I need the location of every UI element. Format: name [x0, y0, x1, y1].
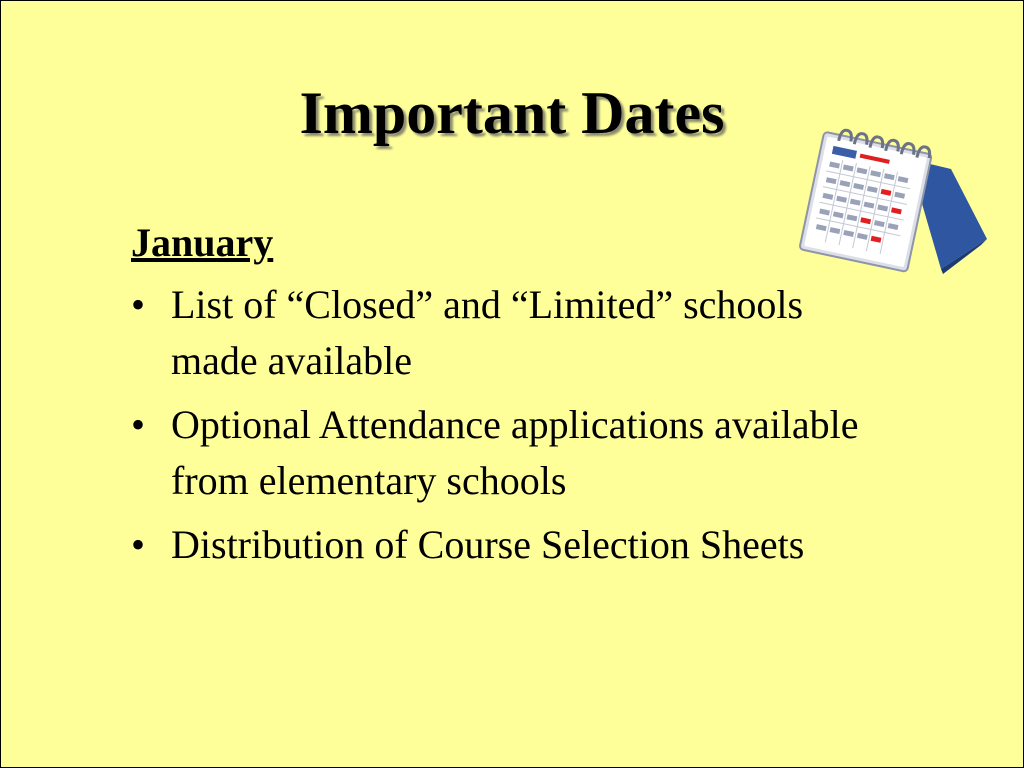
bullet-list	[131, 277, 891, 573]
slide-title: Important Dates	[299, 80, 725, 146]
list-item-text: List of “Closed” and “Limited” schools made available	[171, 282, 804, 383]
bullet-icon: •	[131, 522, 146, 567]
list-item	[131, 277, 891, 389]
list-item	[131, 517, 891, 573]
bullet-icon: •	[131, 402, 146, 447]
list-item-text: Optional Attendance applications available from elementary schools	[171, 402, 859, 503]
month-heading: January	[131, 220, 274, 265]
bullet-icon: •	[131, 282, 146, 327]
list-item-text: Distribution of Course Selection Sheets	[171, 522, 805, 567]
slide-body	[131, 219, 891, 581]
list-item	[131, 397, 891, 509]
